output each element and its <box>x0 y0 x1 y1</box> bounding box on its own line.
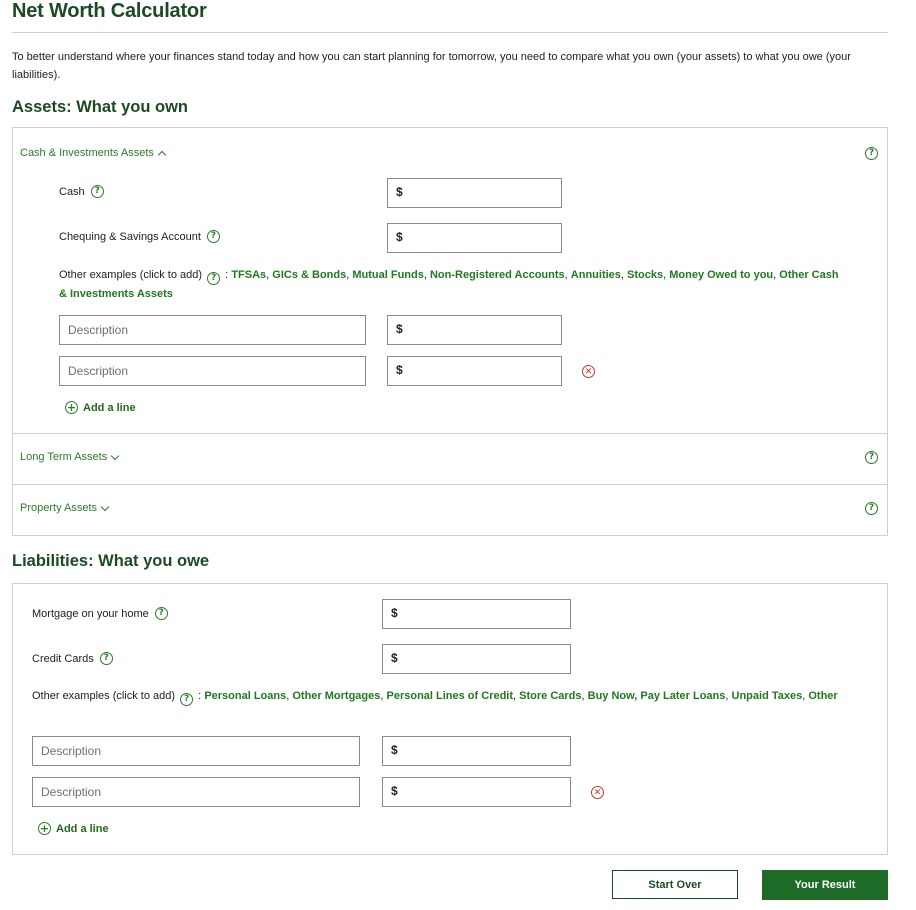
help-icon[interactable]: ? <box>865 147 878 160</box>
asset-description-input[interactable] <box>59 315 366 345</box>
add-line-label: Add a line <box>56 822 109 835</box>
example-other[interactable]: Other <box>808 690 838 702</box>
examples-prefix: Other examples (click to add) <box>59 269 203 281</box>
liabilities-panel <box>12 583 888 855</box>
asset-add-line-button[interactable] <box>65 401 136 414</box>
help-icon[interactable]: ? <box>207 272 220 285</box>
example-personal-loans[interactable]: Personal Loans <box>204 690 287 702</box>
section-divider <box>13 484 887 485</box>
assets-panel <box>12 127 888 536</box>
liability-amount-input[interactable]: $ <box>382 736 571 766</box>
example-annuities[interactable]: Annuities <box>570 269 621 281</box>
plus-circle-icon: + <box>39 822 50 835</box>
help-icon[interactable]: ? <box>180 693 193 706</box>
example-other-cash[interactable]: Other Cash & Investments Assets <box>59 269 839 300</box>
section-divider <box>13 433 887 434</box>
example-personal-loc[interactable]: Personal Lines of Credit <box>386 690 514 702</box>
examples-prefix: Other examples (click to add) <box>32 690 176 702</box>
remove-line-icon[interactable]: ✕ <box>582 365 595 378</box>
asset-amount-input[interactable]: $ <box>387 315 562 345</box>
field-label: Credit Cards <box>32 652 94 665</box>
mortgage-label <box>32 607 168 620</box>
credit-cards-label <box>32 652 113 665</box>
example-other-mortgages[interactable]: Other Mortgages <box>292 690 381 702</box>
cash-input[interactable]: $ <box>387 178 562 208</box>
asset-amount-input[interactable]: $ <box>387 356 562 386</box>
assets-heading: Assets: What you own <box>12 98 189 116</box>
your-result-button[interactable]: Your Result <box>762 870 888 900</box>
add-line-label: Add a line <box>83 401 136 414</box>
example-non-registered[interactable]: Non-Registered Accounts <box>429 269 565 281</box>
help-icon[interactable]: ? <box>155 607 168 620</box>
liabilities-heading: Liabilities: What you owe <box>12 552 210 570</box>
liability-description-input[interactable] <box>32 736 360 766</box>
page-title: Net Worth Calculator <box>12 0 207 22</box>
title-divider <box>12 32 888 33</box>
help-icon[interactable]: ? <box>91 185 104 198</box>
example-mutual-funds[interactable]: Mutual Funds <box>352 269 424 281</box>
credit-cards-input[interactable]: $ <box>382 644 571 674</box>
example-bnpl[interactable]: Buy Now, Pay Later Loans <box>587 690 726 702</box>
accordion-long-term-assets[interactable] <box>20 451 118 463</box>
example-store-cards[interactable]: Store Cards <box>519 690 582 702</box>
accordion-cash-investments[interactable] <box>20 147 165 159</box>
help-icon[interactable]: ? <box>207 230 220 243</box>
help-icon[interactable]: ? <box>100 652 113 665</box>
asset-examples: Other examples (click to add) ? : TFSAs, GICs & Bonds, Mutual Funds, Non-Registered Accounts, Annuities, Stocks, Money Owed to you, Other Cash & Investments Assets <box>59 269 839 300</box>
accordion-title: Long Term Assets <box>20 451 108 463</box>
cash-label <box>59 185 104 198</box>
liability-amount-input[interactable]: $ <box>382 777 571 807</box>
chevron-up-icon <box>158 150 166 158</box>
chequing-savings-label <box>59 230 220 243</box>
remove-line-icon[interactable]: ✕ <box>591 786 604 799</box>
liability-examples: Other examples (click to add) ? : Personal Loans, Other Mortgages, Personal Lines of Credit, Store Cards, Buy Now, Pay Later Loans, Unpaid Taxes, Other <box>32 690 838 704</box>
accordion-title: Cash & Investments Assets <box>20 147 154 159</box>
examples-separator: : <box>222 269 229 281</box>
mortgage-input[interactable]: $ <box>382 599 571 629</box>
examples-separator: : <box>195 690 202 702</box>
help-icon[interactable]: ? <box>865 502 878 515</box>
chequing-savings-input[interactable]: $ <box>387 223 562 253</box>
start-over-button[interactable]: Start Over <box>612 870 738 899</box>
example-tfsas[interactable]: TFSAs <box>231 269 267 281</box>
intro-text: To better understand where your finances stand today and how you can start planning for tomorrow, you need to compare what you own (your assets) to what you owe (your liabilities). <box>12 51 851 81</box>
example-stocks[interactable]: Stocks <box>627 269 664 281</box>
chevron-down-icon <box>111 451 119 459</box>
chevron-down-icon <box>101 502 109 510</box>
example-money-owed[interactable]: Money Owed to you <box>669 269 774 281</box>
accordion-title: Property Assets <box>20 502 98 514</box>
field-label: Mortgage on your home <box>32 607 149 620</box>
example-gics-bonds[interactable]: GICs & Bonds <box>272 269 347 281</box>
liability-description-input[interactable] <box>32 777 360 807</box>
plus-circle-icon: + <box>66 401 77 414</box>
liability-add-line-button[interactable] <box>38 822 109 835</box>
field-label: Chequing & Savings Account <box>59 230 201 243</box>
example-unpaid-taxes[interactable]: Unpaid Taxes <box>731 690 803 702</box>
accordion-property-assets[interactable] <box>20 502 108 514</box>
help-icon[interactable]: ? <box>865 451 878 464</box>
field-label: Cash <box>59 185 85 198</box>
asset-description-input[interactable] <box>59 356 366 386</box>
